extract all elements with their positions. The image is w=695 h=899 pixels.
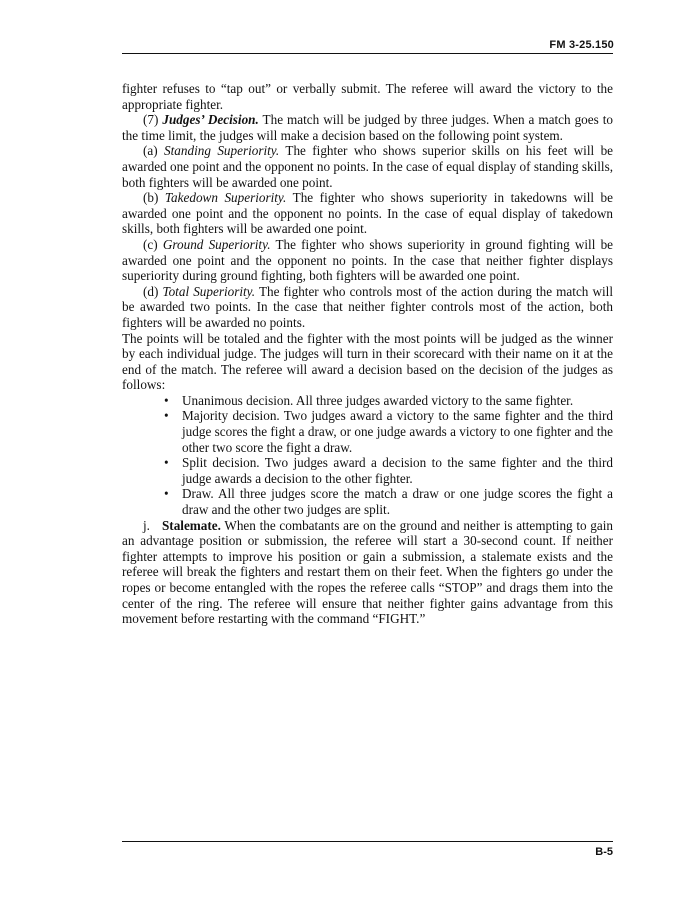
paragraph-text: The fighter who shows superiority in takedowns will be awarded one point and the opponent no points. In the case of equal display of takedown skills, both fighters will be awarded one point.	[122, 190, 613, 237]
paragraph-number: (a)	[143, 143, 165, 159]
paragraph-total-superiority	[122, 284, 613, 331]
paragraph-text: The fighter who controls most of the action during the match will be awarded two points. In the case that neither fighter controls most of the action, both fighters will be awarded no points.	[122, 283, 613, 330]
bullet-icon: •	[164, 408, 169, 424]
document-id: FM 3-25.150	[549, 39, 614, 51]
paragraph-standing-superiority	[122, 143, 613, 190]
list-item-text: Split decision. Two judges award a decision to the same fighter and the third judge awards a decision to the other fighter.	[182, 455, 613, 486]
list-item-text: Draw. All three judges score the match a draw or one judge scores the fight a draw and the other two judges are split.	[182, 486, 613, 518]
intro-paragraph: fighter refuses to “tap out” or verbally submit. The referee will award the victory to the appropriate fighter.	[122, 81, 613, 112]
paragraph-title: Judges’ Decision.	[162, 112, 259, 128]
paragraph-takedown-superiority	[122, 190, 613, 237]
list-item	[164, 392, 613, 409]
paragraph-title: Takedown Superiority.	[164, 190, 287, 206]
paragraph-judges-decision	[122, 112, 613, 143]
paragraph-number: j.	[143, 517, 150, 533]
paragraph-title: Standing Superiority.	[164, 143, 280, 159]
list-item	[164, 455, 613, 486]
bullet-icon: •	[164, 486, 169, 502]
paragraph-title: Stalemate.	[161, 517, 221, 533]
paragraph-points-totaled: The points will be totaled and the fighter with the most points will be judged as the winner by each individual judge. The judges will turn in their scorecard with their name on it at the end of the match. The referee will award a decision based on the decision of the judges as follows:	[122, 330, 613, 393]
page-body	[122, 81, 613, 627]
paragraph-number: (d)	[143, 283, 163, 299]
list-item	[164, 408, 613, 455]
paragraph-ground-superiority	[122, 237, 613, 284]
paragraph-number: (c)	[143, 236, 163, 252]
list-item	[164, 486, 613, 518]
paragraph-title: Total Superiority.	[162, 283, 256, 299]
paragraph-text: When the combatants are on the ground and neither is attempting to gain an advantage position or submission, the referee will start a 30-second count. If neither fighter attempts to improve his position or gain a submission, a stalemate exists and the referee will break the fighters and restart them on their feet. When the fighters go under the ropes or become entangled with the ropes the referee calls “STOP” and drags them into the center of the ring. The referee will ensure that neither fighter gains advantage from this movement before restarting with the command “FIGHT.”	[122, 517, 613, 627]
paragraph-text: The fighter who shows superior skills on his feet will be awarded one point and the opponent no points. In the case of equal display of standing skills, both fighters will be awarded one point.	[122, 143, 614, 190]
paragraph-text: The fighter who shows superiority in ground fighting will be awarded one point and the opponent no points. In the case that neither fighter displays superiority during ground fighting, both fighters will be awarded one point.	[122, 236, 614, 284]
footer-rule	[122, 841, 613, 842]
list-item-text: Unanimous decision. All three judges awarded victory to the same fighter.	[182, 392, 574, 408]
list-item-text: Majority decision. Two judges award a victory to the same fighter and the third judge scores the fight a draw, or one judge awards a victory to one fighter and the other two score the fight a draw.	[182, 408, 613, 455]
paragraph-number: (b)	[143, 190, 165, 206]
paragraph-stalemate	[122, 518, 613, 627]
page-number: B-5	[595, 846, 613, 858]
decision-list	[122, 393, 613, 518]
paragraph-text: The match will be judged by three judges. When a match goes to the time limit, the judges will make a decision based on the following point system.	[122, 112, 613, 143]
bullet-icon: •	[164, 392, 169, 408]
header-rule	[122, 53, 613, 54]
paragraph-title: Ground Superiority.	[162, 236, 271, 252]
paragraph-number: (7)	[143, 112, 163, 128]
bullet-icon: •	[164, 455, 169, 471]
